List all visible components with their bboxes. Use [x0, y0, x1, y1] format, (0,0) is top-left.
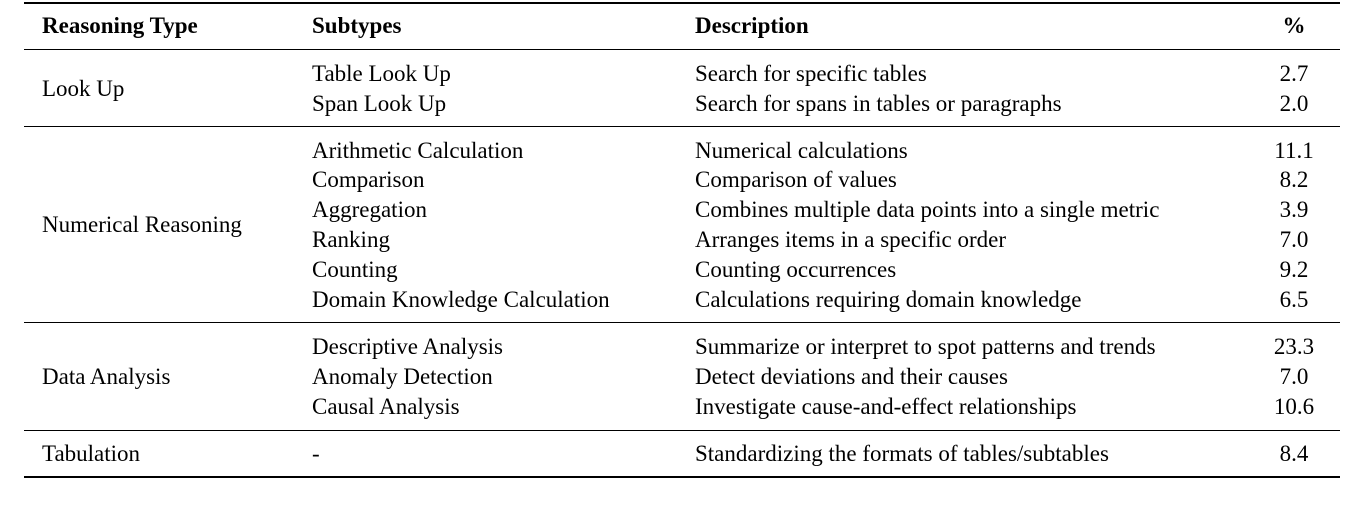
header-description: Description	[695, 13, 809, 38]
table-row-subtype: Arithmetic Calculation	[312, 138, 524, 163]
table-row-description: Standardizing the formats of tables/subtables	[695, 441, 1109, 466]
group-divider-analysis	[24, 430, 1340, 431]
table-row-percent: 7.0	[1279, 227, 1309, 252]
table-row-subtype: Causal Analysis	[312, 394, 460, 419]
table-row-percent: 7.0	[1279, 364, 1309, 389]
table-row-description: Detect deviations and their causes	[695, 364, 1008, 389]
header-rule	[24, 49, 1340, 50]
table-row-subtype: Anomaly Detection	[312, 364, 493, 389]
table-row-percent: 8.4	[1279, 441, 1309, 466]
table-row-subtype: Ranking	[312, 227, 390, 252]
table-row-percent: 10.6	[1273, 394, 1315, 419]
table-row-description: Numerical calculations	[695, 138, 908, 163]
table-row-description: Calculations requiring domain knowledge	[695, 287, 1082, 312]
table-row-description: Counting occurrences	[695, 257, 897, 282]
table-row-subtype: Table Look Up	[312, 61, 451, 86]
table-row-percent: 9.2	[1279, 257, 1309, 282]
table-row-description: Search for specific tables	[695, 61, 927, 86]
table-row-percent: 3.9	[1279, 197, 1309, 222]
table-row-description: Search for spans in tables or paragraphs	[695, 91, 1062, 116]
group-type-numerical-reasoning: Numerical Reasoning	[42, 212, 242, 237]
table-row-percent: 8.2	[1279, 167, 1309, 192]
bottom-rule	[24, 476, 1340, 478]
group-type-data-analysis: Data Analysis	[42, 364, 171, 389]
table-row-subtype: Descriptive Analysis	[312, 334, 503, 359]
header-subtypes: Subtypes	[312, 13, 402, 38]
table-row-description: Arranges items in a specific order	[695, 227, 1007, 252]
group-divider-numerical	[24, 322, 1340, 323]
table-row-percent: 2.0	[1279, 91, 1309, 116]
table-row-description: Comparison of values	[695, 167, 897, 192]
group-divider-lookup	[24, 126, 1340, 127]
table-row-description: Investigate cause-and-effect relationships	[695, 394, 1077, 419]
table-row-percent: 2.7	[1279, 61, 1309, 86]
group-type-tabulation: Tabulation	[42, 441, 141, 466]
top-rule	[24, 2, 1340, 4]
table-row-subtype: -	[312, 441, 320, 466]
table-row-percent: 6.5	[1279, 287, 1309, 312]
table-row-percent: 23.3	[1273, 334, 1315, 359]
table-row-subtype: Domain Knowledge Calculation	[312, 287, 610, 312]
table-row-subtype: Aggregation	[312, 197, 427, 222]
table-row-subtype: Comparison	[312, 167, 425, 192]
header-percent: %	[1282, 13, 1306, 38]
table-row-description: Combines multiple data points into a single metric	[695, 197, 1160, 222]
header-reasoning-type: Reasoning Type	[42, 13, 198, 38]
table-row-description: Summarize or interpret to spot patterns and trends	[695, 334, 1156, 359]
table-row-percent: 11.1	[1274, 138, 1314, 163]
group-type-look-up: Look Up	[42, 76, 125, 101]
table-row-subtype: Counting	[312, 257, 398, 282]
table-row-subtype: Span Look Up	[312, 91, 447, 116]
